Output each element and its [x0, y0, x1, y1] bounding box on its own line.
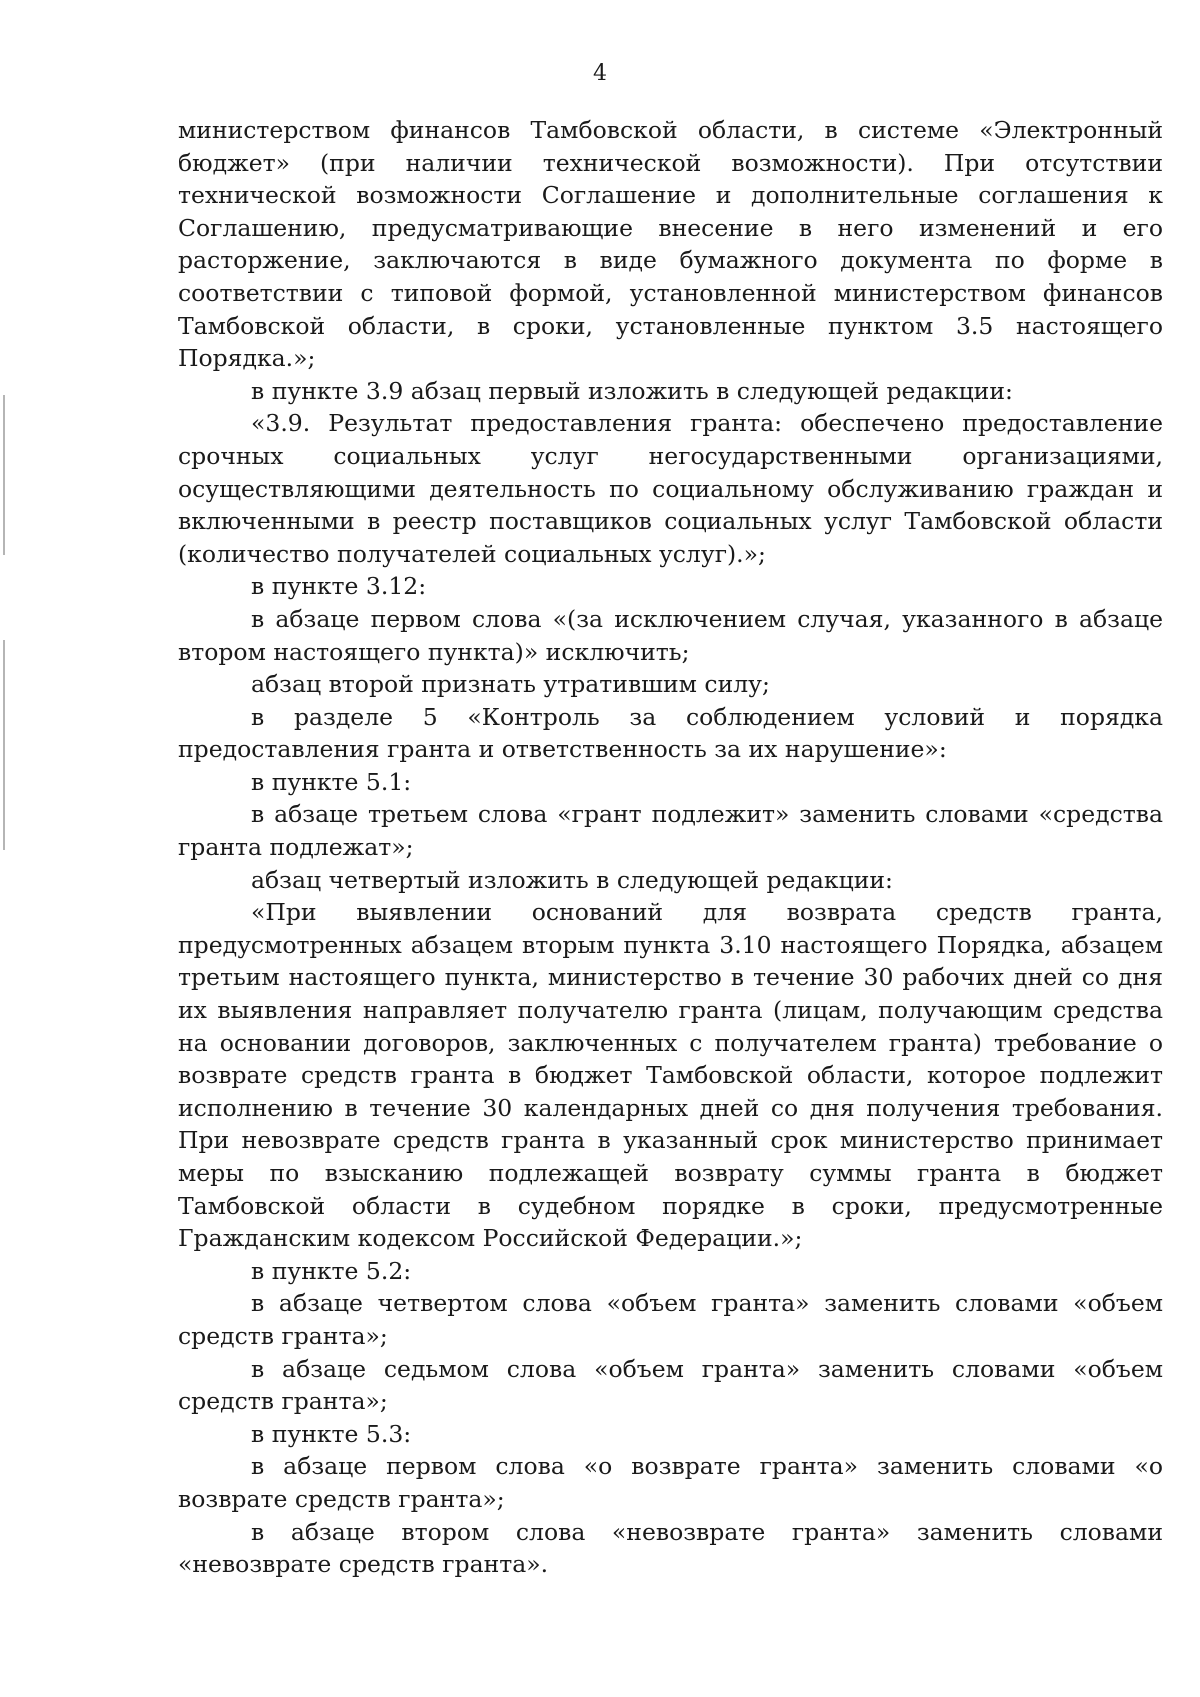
- paragraph: «При выявлении оснований для возврата средств гранта, предусмотренных абзацем вторым пункта 3.10 настоящего Порядка, абзацем третьим настоящего пункта, министерство в течение 30 рабочих дней со дня их выявления направляет получателю гранта (лицам, получающим средства на основании договоров, заключенных с получателем гранта) требование о возврате средств гранта в бюджет Тамбовской области, которое подлежит исполнению в течение 30 календарных дней со дня получения требования. При невозврате средств гранта в указанный срок министерство принимает меры по взысканию подлежащей возврату суммы гранта в бюджет Тамбовской области в судебном порядке в сроки, предусмотренные Гражданским кодексом Российской Федерации.»;: [178, 898, 1163, 1253]
- scan-edge-mark: [3, 395, 5, 555]
- scan-edge-mark: [3, 640, 5, 850]
- document-body: [178, 114, 1163, 1581]
- paragraph: в пункте 3.12:: [251, 572, 427, 601]
- paragraph: в пункте 3.9 абзац первый изложить в следующей редакции:: [251, 376, 1013, 405]
- paragraph: в пункте 5.3:: [251, 1419, 412, 1448]
- paragraph: «3.9. Результат предоставления гранта: обеспечено предоставление срочных социальных услуг негосударственными организациями, осуществляющими деятельность по социальному обслуживанию граждан и включенными в реестр поставщиков социальных услуг Тамбовской области (количество получателей социальных услуг).»;: [178, 409, 1163, 568]
- page-number: 4: [593, 61, 607, 86]
- paragraph: в абзаце четвертом слова «объем гранта» заменить словами «объем средств гранта»;: [178, 1289, 1163, 1350]
- paragraph: в абзаце втором слова «невозврате гранта» заменить словами «невозврате средств гранта».: [178, 1517, 1163, 1579]
- paragraph: в абзаце седьмом слова «объем гранта» заменить словами «объем средств гранта»;: [178, 1354, 1163, 1416]
- paragraph: в разделе 5 «Контроль за соблюдением условий и порядка предоставления гранта и ответственность за их нарушение»:: [178, 702, 1163, 764]
- paragraph: в пункте 5.1:: [251, 767, 412, 796]
- paragraph: в абзаце первом слова «о возврате гранта» заменить словами «о возврате средств гранта»;: [178, 1452, 1163, 1513]
- paragraph: в пункте 5.2:: [251, 1256, 412, 1285]
- paragraph: в абзаце первом слова «(за исключением случая, указанного в абзаце втором настоящего пункта)» исключить;: [178, 604, 1163, 666]
- paragraph: в абзаце третьем слова «грант подлежит» заменить словами «средства гранта подлежат»;: [178, 800, 1163, 862]
- paragraph: абзац четвертый изложить в следующей редакции:: [251, 865, 893, 894]
- paragraph: министерством финансов Тамбовской области, в системе «Электронный бюджет» (при наличии технической возможности). При отсутствии технической возможности Соглашение и дополнительные соглашения к Соглашению, предусматривающие внесение в него изменений и его расторжение, заключаются в виде бумажного документа по форме в соответствии с типовой формой, установленной министерством финансов Тамбовской области, в сроки, установленные пунктом 3.5 настоящего Порядка.»;: [178, 116, 1163, 373]
- paragraph: абзац второй признать утратившим силу;: [251, 670, 770, 699]
